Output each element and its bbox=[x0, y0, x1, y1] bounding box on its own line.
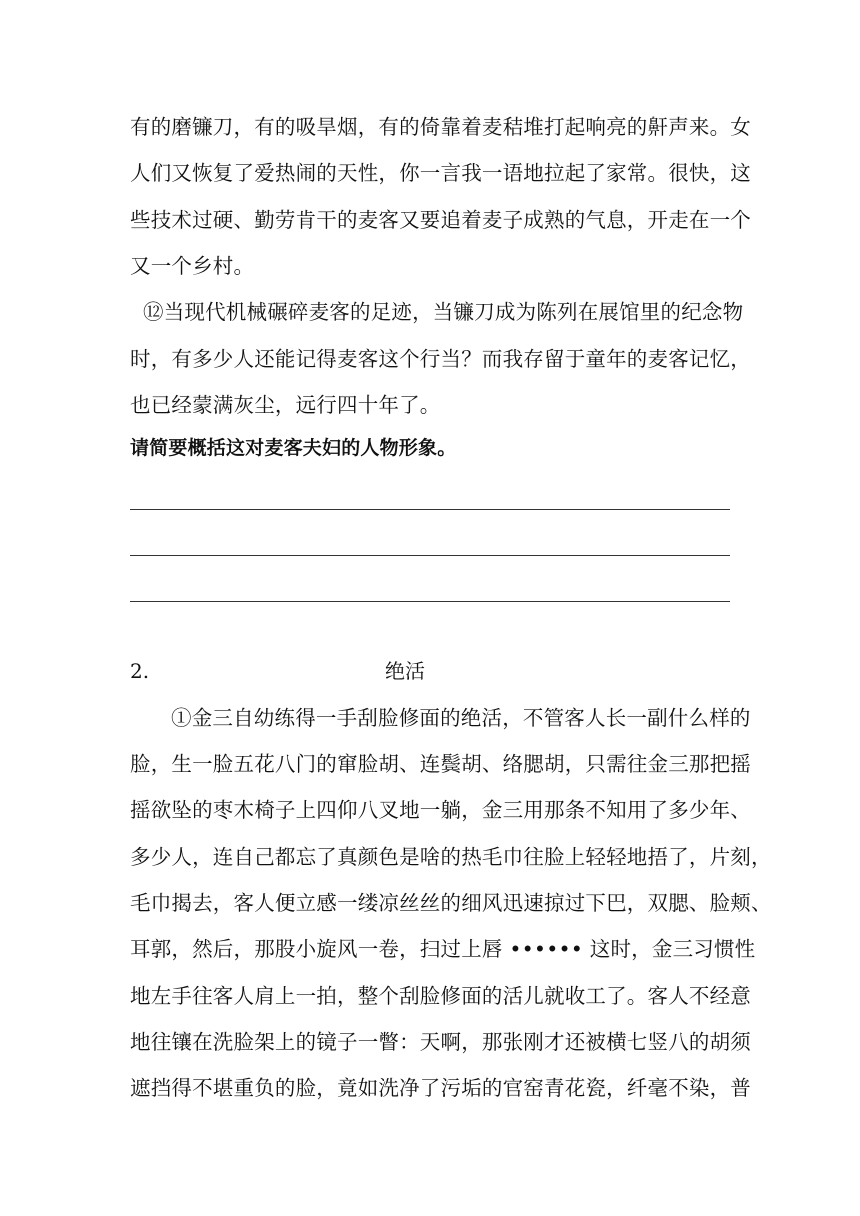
passage-line: ⑫当现代机械碾碎麦客的足迹，当镰刀成为陈列在展馆里的纪念物 bbox=[143, 300, 744, 324]
passage-line: 有的磨镰刀，有的吸旱烟，有的倚靠着麦秸堆打起响亮的鼾声来。女 bbox=[130, 115, 751, 139]
passage-line: 人们又恢复了爱热闹的天性，你一言我一语地拉起了家常。很快，这 bbox=[130, 161, 751, 185]
passage-line: 又一个乡村。 bbox=[130, 254, 255, 278]
passage-line: 地往镶在洗脸架上的镜子一瞥：天啊，那张刚才还被横七竖八的胡须 bbox=[130, 1030, 751, 1054]
passage-title: 绝活 bbox=[385, 659, 425, 683]
passage-line: 遮挡得不堪重负的脸，竟如洗净了污垢的官窑青花瓷，纤毫不染，普 bbox=[130, 1076, 751, 1100]
passage-line: 脸，生一脸五花八门的窜脸胡、连鬓胡、络腮胡，只需往金三那把摇 bbox=[130, 752, 751, 776]
passage-line: 时，有多少人还能记得麦客这个行当？而我存留于童年的麦客记忆， bbox=[130, 347, 751, 371]
passage-line: 也已经蒙满灰尘，远行四十年了。 bbox=[130, 393, 441, 417]
passage-line: ①金三自幼练得一手刮脸修面的绝活，不管客人长一副什么样的 bbox=[171, 706, 751, 730]
passage-line: 多少人，连自己都忘了真颜色是啥的热毛巾往脸上轻轻地捂了，片刻， bbox=[130, 845, 772, 869]
question-prompt: 请简要概括这对麦客夫妇的人物形象。 bbox=[130, 437, 457, 459]
answer-line[interactable] bbox=[130, 555, 730, 556]
passage-line: 毛巾揭去，客人便立感一缕凉丝丝的细风迅速掠过下巴，双腮、脸颊、 bbox=[130, 891, 772, 915]
passage-line: 摇欲坠的枣木椅子上四仰八叉地一躺，金三用那条不知用了多少年、 bbox=[130, 798, 751, 822]
answer-line[interactable] bbox=[130, 601, 730, 602]
question-number: 2. bbox=[130, 659, 150, 683]
passage-line: 些技术过硬、勤劳肯干的麦客又要追着麦子成熟的气息，开走在一个 bbox=[130, 208, 751, 232]
passage-line: 耳郭，然后，那股小旋风一卷，扫过上唇 •••••• 这时，金三习惯性 bbox=[130, 937, 756, 961]
answer-line[interactable] bbox=[130, 509, 730, 510]
passage-line: 地左手往客人肩上一拍，整个刮脸修面的活儿就收工了。客人不经意 bbox=[130, 984, 751, 1008]
